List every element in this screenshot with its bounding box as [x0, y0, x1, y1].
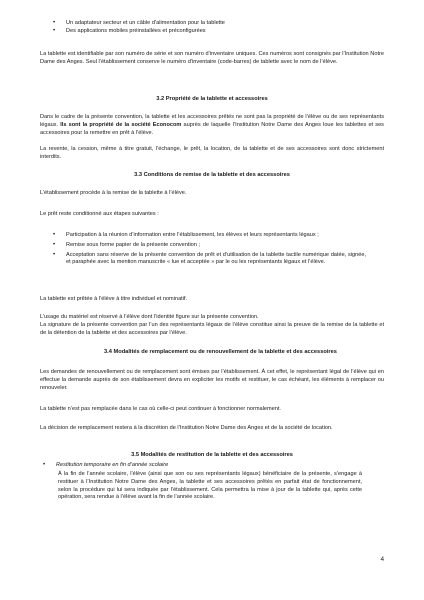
serial-paragraph: La tablette est identifiable par son numéro de série et son numéro d’inventaire uniques. Ces numéros sont consignés par l’Institution Notre Dame des Anges. Seul l’établissement conserve le numéro d’inventaire (code-barres) de tablette avec le nom de l’élève.	[40, 51, 384, 65]
section-3-2-heading: 3.2 Propriété de la tablette et accessoires	[156, 96, 268, 102]
ownership-text-bold: Ils sont la propriété de la société Econocom	[60, 121, 182, 128]
individual-loan-paragraph: La tablette est prêtée à l’élève à titre individuel et nominatif.	[40, 296, 188, 302]
page-number: 4	[380, 556, 384, 563]
conditions-bullet-list	[66, 232, 366, 267]
no-replacement-paragraph: La tablette n’est pas remplacée dans le cas où celle-ci peut continuer à fonctionner normalement.	[40, 406, 281, 412]
restitution-bullet	[56, 462, 366, 470]
list-item: • Un adaptateur secteur et un câble d’alimentation pour la tablette	[66, 20, 384, 28]
list-item: • Participation à la réunion d’information entre l’établissement, les élèves et leurs représentants légaux ;	[66, 232, 366, 240]
restitution-paragraph: À la fin de l’année scolaire, l’élève (ainsi que son ou ses représentants légaux) bénéficiaire de la présente, s’engage à restituer à l’Institution Notre Dame des Anges, la tablette et ses accessoires prêtés en parfait état de fonctionnement, selon la procédure qui lui sera indiquée par l’établissement. Cela permettra la mise à jour de la tablette qui, après cette opération, sera rendue à l’élève avant la fin de l’année scolaire.	[58, 471, 362, 501]
equipment-bullet-list	[66, 20, 384, 36]
handover-paragraph: L’établissement procède à la remise de la tablette à l’élève.	[40, 190, 187, 196]
ownership-paragraph	[40, 114, 384, 137]
list-item: • Des applications mobiles préinstallées et préconfigurées	[66, 28, 384, 36]
section-3-3-heading: 3.3 Conditions de remise de la tablette et des accessoires	[134, 172, 290, 178]
list-item: • Remise sous forme papier de la présente convention ;	[66, 242, 366, 250]
section-3-4-heading: 3.4 Modalités de remplacement ou de renouvellement de la tablette et des accessoires	[104, 349, 337, 355]
ownership-text-c: auprès de laquelle l’Institution Notre Dame des Anges loue les tablettes et ses accessoires pour la remettre en prêt à l’élève.	[40, 121, 384, 136]
list-item: • Restitution temporaire en fin d’année scolaire	[56, 462, 366, 470]
usage-paragraph: L’usage du matériel est réservé à l’élève dont l’identité figure sur la présente convention. La signature de la présente convention par l’un des représentants légaux de l’élève constitue ainsi la preuve de la remise de la tablette et de la détention de la tablette et des accessoires par l’élève.	[40, 314, 384, 336]
resale-paragraph: La revente, la cession, même à titre gratuit, l’échange, le prêt, la location, de la tablette et de ses accessoires sont donc strictement interdits.	[40, 146, 384, 160]
replacement-requests-paragraph: Les demandes de renouvellement ou de remplacement sont émises par l’établissement. À cet effet, le représentant légal de l’élève qui en effectue la demande auprès de son établissement devra en expliciter les motifs et restituer, le cas échéant, les éléments à remplacer ou renouveler.	[40, 369, 384, 391]
replacement-decision-paragraph: La décision de remplacement restera à la discrétion de l’Institution Notre Dame des Anges et de la société de location.	[40, 425, 333, 431]
loan-conditions-paragraph: Le prêt reste conditionné aux étapes suivantes :	[40, 211, 159, 217]
ownership-text-a: Dans le cadre de la présente convention, la tablette et les accessoires prêtés ne sont pas la propriété de l’élève ou de ses représentants légaux.	[40, 114, 384, 128]
section-3-5-heading: 3.5 Modalités de restitution de la tablette et des accessoires	[131, 452, 293, 458]
list-item: • Acceptation sans réserve de la présente convention de prêt et d’utilisation de la tablette tactile numérique datée, signée, et paraphée avec la mention manuscrite « lue et acceptée » par le ou les représentants légaux et l’élève.	[66, 252, 366, 268]
